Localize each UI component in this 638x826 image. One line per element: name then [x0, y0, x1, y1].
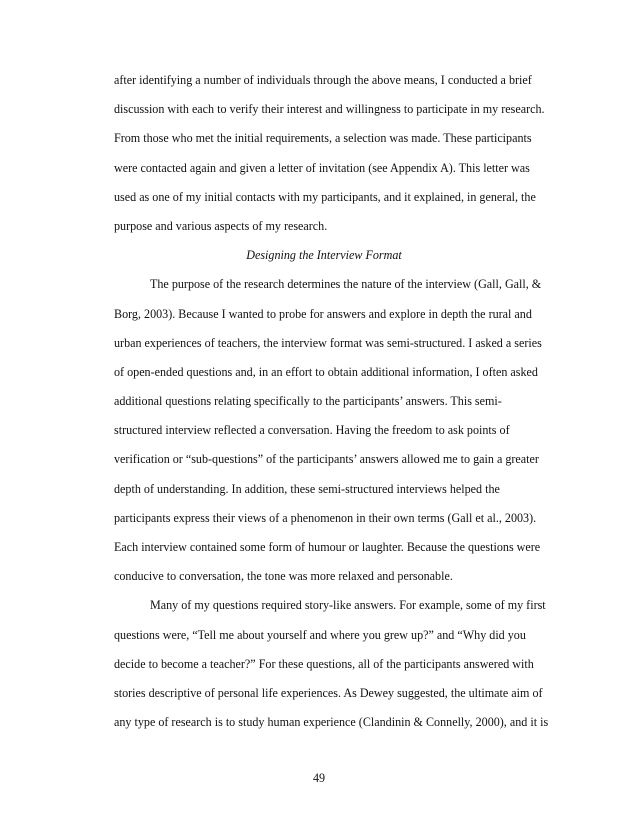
text-line: depth of understanding. In addition, these semi-structured interviews helped the [114, 481, 500, 496]
text-line: structured interview reflected a conversation. Having the freedom to ask points of [114, 423, 510, 438]
text-line: were contacted again and given a letter of invitation (see Appendix A). This letter was [114, 160, 530, 175]
text-line: participants express their views of a phenomenon in their own terms (Gall et al., 2003). [114, 510, 537, 525]
body-text [114, 66, 549, 737]
text-line: Many of my questions required story-like answers. For example, some of my first [150, 598, 546, 613]
text-line: urban experiences of teachers, the interview format was semi-structured. I asked a series [114, 335, 542, 350]
text-line: of open-ended questions and, in an effort to obtain additional information, I often asked [114, 364, 538, 379]
text-line: discussion with each to verify their interest and willingness to participate in my research. [114, 102, 545, 117]
text-line: questions were, “Tell me about yourself and where you grew up?” and “Why did you [114, 627, 526, 642]
text-line: conducive to conversation, the tone was more relaxed and personable. [114, 569, 453, 584]
text-line: used as one of my initial contacts with my participants, and it explained, in general, the [114, 189, 536, 204]
text-line: any type of research is to study human experience (Clandinin & Connelly, 2000), and it is [114, 715, 549, 730]
section-heading: Designing the Interview Format [246, 248, 402, 263]
text-line: Borg, 2003). Because I wanted to probe for answers and explore in depth the rural and [114, 306, 532, 321]
text-line: decide to become a teacher?” For these questions, all of the participants answered with [114, 656, 534, 671]
text-line: purpose and various aspects of my research. [114, 218, 328, 233]
text-line: Each interview contained some form of humour or laughter. Because the questions were [114, 540, 541, 554]
text-line: stories descriptive of personal life experiences. As Dewey suggested, the ultimate aim of [114, 685, 543, 700]
text-line: after identifying a number of individuals through the above means, I conducted a brief [114, 73, 532, 87]
text-line: additional questions relating specifically to the participants’ answers. This semi- [114, 394, 502, 409]
text-line: From those who met the initial requirements, a selection was made. These participants [114, 131, 532, 146]
page-number: 49 [312, 771, 326, 785]
text-line: The purpose of the research determines the nature of the interview (Gall, Gall, & [150, 277, 542, 292]
text-line: verification or “sub-questions” of the participants’ answers allowed me to gain a greater [114, 452, 539, 467]
